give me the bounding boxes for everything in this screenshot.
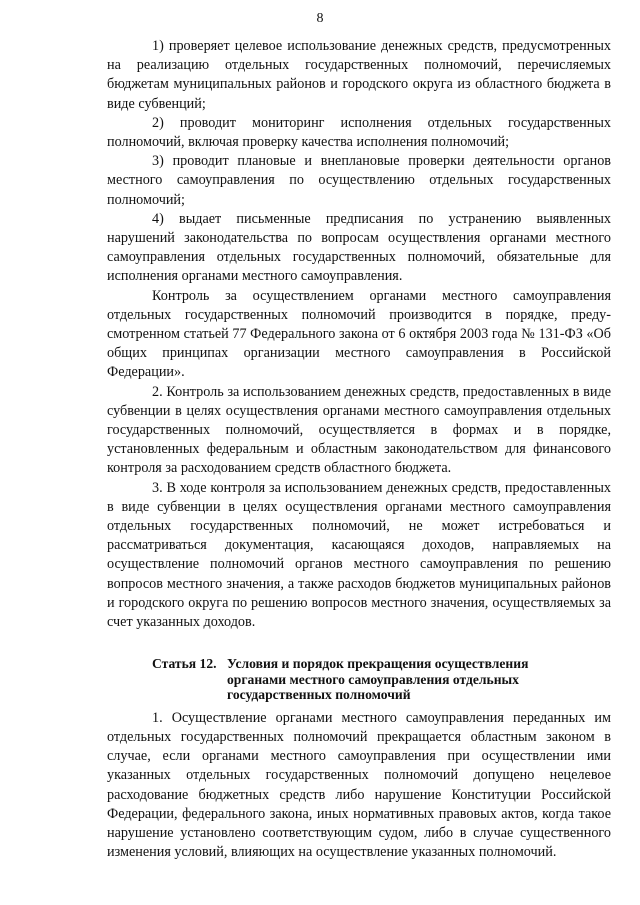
paragraph-item-4: 4) выдает письменные предписания по устранению выявленных нарушений законодательства по вопросам осуществления органами местного самоуправления отдельных государственных полномочий, обязательные для исполнения органами местного самоуправления. — [107, 210, 611, 285]
article-heading — [107, 656, 611, 703]
paragraph-section-3: 3. В ходе контроля за использованием денежных средств, предоставленных в виде субвенции в целях осуществления органами местного самоуправления отдельных государственных полномочий, не может истребоваться и рассматриваться документация, касающаяся доходов, направляемых на осуществление полномочий органов местного самоуправления по решению вопросов местного значения, а также расходов бюджетов муниципальных районов и городского округа по решению вопросов местного значения, осуществляемых за счет указанных доходов. — [107, 479, 611, 631]
paragraph-item-3: 3) проводит плановые и внеплановые проверки деятельности органов местного самоуправления по осуществлению отдельных государственных полномочий; — [107, 153, 611, 208]
paragraph-item-2: 2) проводит мониторинг исполнения отдельных государственных полномочий, включая проверку качества исполнения полномочий; — [107, 114, 611, 151]
paragraph-control-procedure: Контроль за осуществлением органами местного самоуправления отдельных государственных полномочий производится в порядке, предусмотренном статьей 77 Федерального закона от 6 октября 2003 года № 131-ФЗ «Об общих принципах организации местного самоуправления в Российской Федерации». — [107, 287, 611, 381]
page-number: 8 — [316, 11, 324, 26]
article-number: Статья 12. — [152, 656, 217, 672]
paragraph-article-12-section-1: 1. Осуществление органами местного самоуправления переданных им отдельных государственных полномочий прекращается областным законом в случае, если органами местного самоуправления при осуществлении ими указанных отдельных государственных полномочий допущено нецелевое расходование бюджетных средств либо нарушение Конституции Российской Федерации, федерального закона, иных нормативных правовых актов, когда такое нарушение установлено соответствующим судом, либо в случае существенного изменения условий, влияющих на осуществление указанных полномочий. — [107, 709, 611, 861]
article-title: Условия и порядок прекращения осуществления органами местного самоуправления отдельных государственных полномочий — [227, 656, 529, 703]
paragraph-item-1: 1) проверяет целевое использование денежных средств, предусмотренных на реализацию отдельных государственных полномочий, перечисляемых бюджетам муниципальных районов и городского округа из областного бюджета в виде субвенций; — [107, 38, 611, 112]
paragraph-section-2: 2. Контроль за использованием денежных средств, предоставленных в виде субвенции в целях осуществления органами местного самоуправления отдельных государственных полномочий, осуществляется в формах и в порядке, установленных федеральным и областным законодательством для финансового контроля за расходованием средств областного бюджета. — [107, 383, 611, 477]
document-body — [107, 37, 611, 862]
